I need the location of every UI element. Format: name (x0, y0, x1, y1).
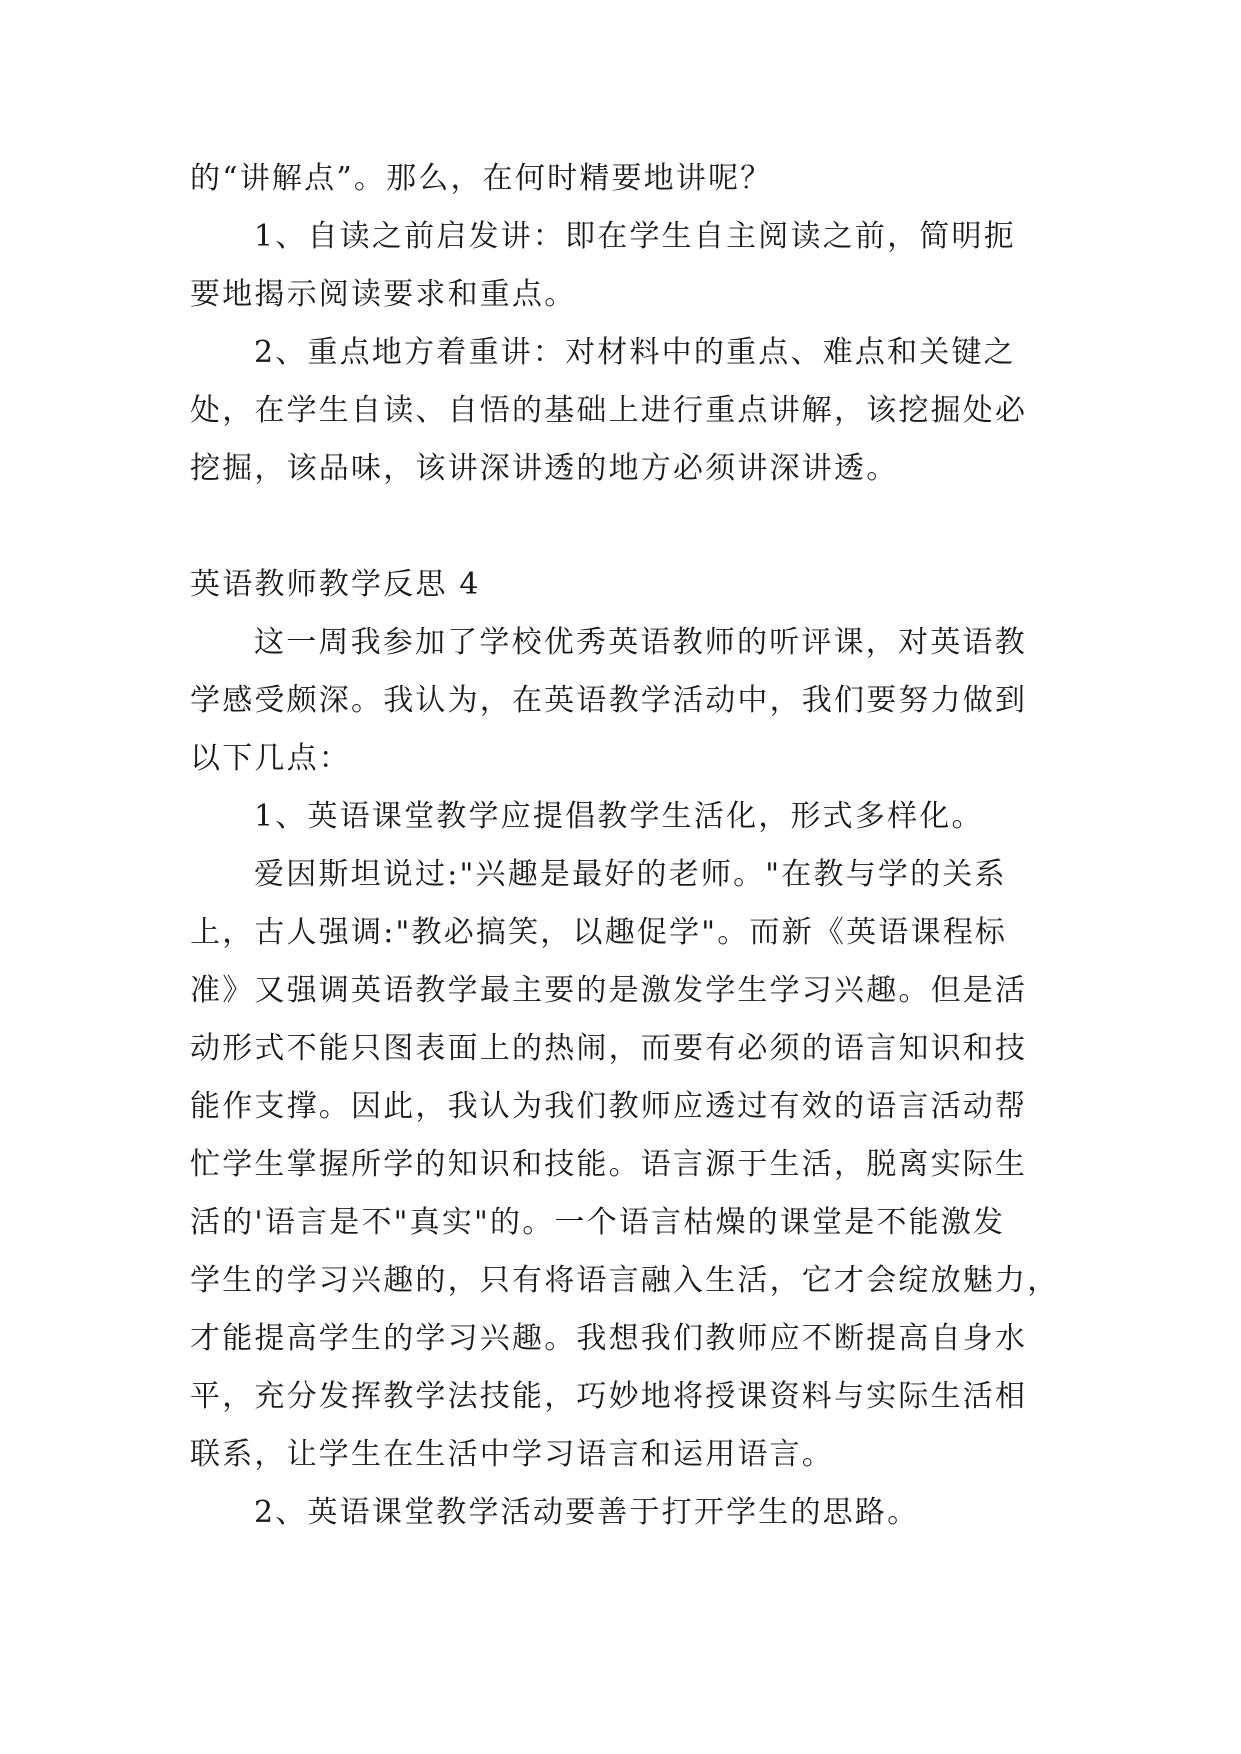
text-line: 活的'语言是不"真实"的。一个语言枯燥的课堂是不能激发 (190, 1205, 1006, 1240)
text-line: 才能提高学生的学习兴趣。我想我们教师应不断提高自身水 (190, 1321, 1028, 1356)
text-line: 学感受颇深。我认为，在英语教学活动中，我们要努力做到 (190, 683, 1028, 718)
paragraph-intro (190, 614, 1050, 788)
section-heading: 英语教师教学反思 4 (190, 567, 481, 602)
text-line: 的“讲解点”。那么，在何时精要地讲呢？ (190, 161, 773, 196)
text-line: 上，古人强调:"教必搞笑，以趣促学"。而新《英语课程标 (190, 915, 1008, 950)
text-line: 挖掘，该品味，该讲深讲透的地方必须讲深讲透。 (190, 451, 899, 486)
text-line: 这一周我参加了学校优秀英语教师的听评课，对英语教 (254, 625, 1027, 660)
text-line: 学生的学习兴趣的，只有将语言融入生活，它才会绽放魅力， (190, 1263, 1060, 1298)
paragraph-point-english-1 (190, 788, 1050, 846)
text-line: 平，充分发挥教学法技能，巧妙地将授课资料与实际生活相 (190, 1379, 1028, 1414)
text-line: 爱因斯坦说过:"兴趣是最好的老师。"在教与学的关系 (254, 857, 1007, 892)
text-line: 要地揭示阅读要求和重点。 (190, 277, 577, 312)
text-line: 2、英语课堂教学活动要善于打开学生的思路。 (254, 1495, 920, 1530)
document-page (190, 150, 1060, 1542)
section-spacer (190, 498, 1050, 556)
text-line: 处，在学生自读、自悟的基础上进行重点讲解，该挖掘处必 (190, 393, 1028, 428)
text-line: 2、重点地方着重讲：对材料中的重点、难点和关键之 (254, 335, 1016, 370)
text-line: 以下几点： (190, 741, 351, 776)
text-line: 1、自读之前启发讲：即在学生自主阅读之前，简明扼 (254, 219, 1016, 254)
paragraph-point-1 (190, 208, 1050, 324)
text-line: 准》又强调英语教学最主要的是激发学生学习兴趣。但是活 (190, 973, 1028, 1008)
paragraph-body (190, 846, 1060, 1484)
text-line: 动形式不能只图表面上的热闹，而要有必须的语言知识和技 (190, 1031, 1028, 1066)
text-line: 忙学生掌握所学的知识和技能。语言源于生活，脱离实际生 (190, 1147, 1028, 1182)
paragraph-point-2 (190, 324, 1050, 498)
paragraph-point-english-2 (190, 1484, 1050, 1542)
text-line: 联系，让学生在生活中学习语言和运用语言。 (190, 1437, 834, 1472)
paragraph-continuation (190, 150, 1050, 208)
text-line: 能作支撑。因此，我认为我们教师应透过有效的语言活动帮 (190, 1089, 1028, 1124)
text-line: 1、英语课堂教学应提倡教学生活化，形式多样化。 (254, 799, 984, 834)
